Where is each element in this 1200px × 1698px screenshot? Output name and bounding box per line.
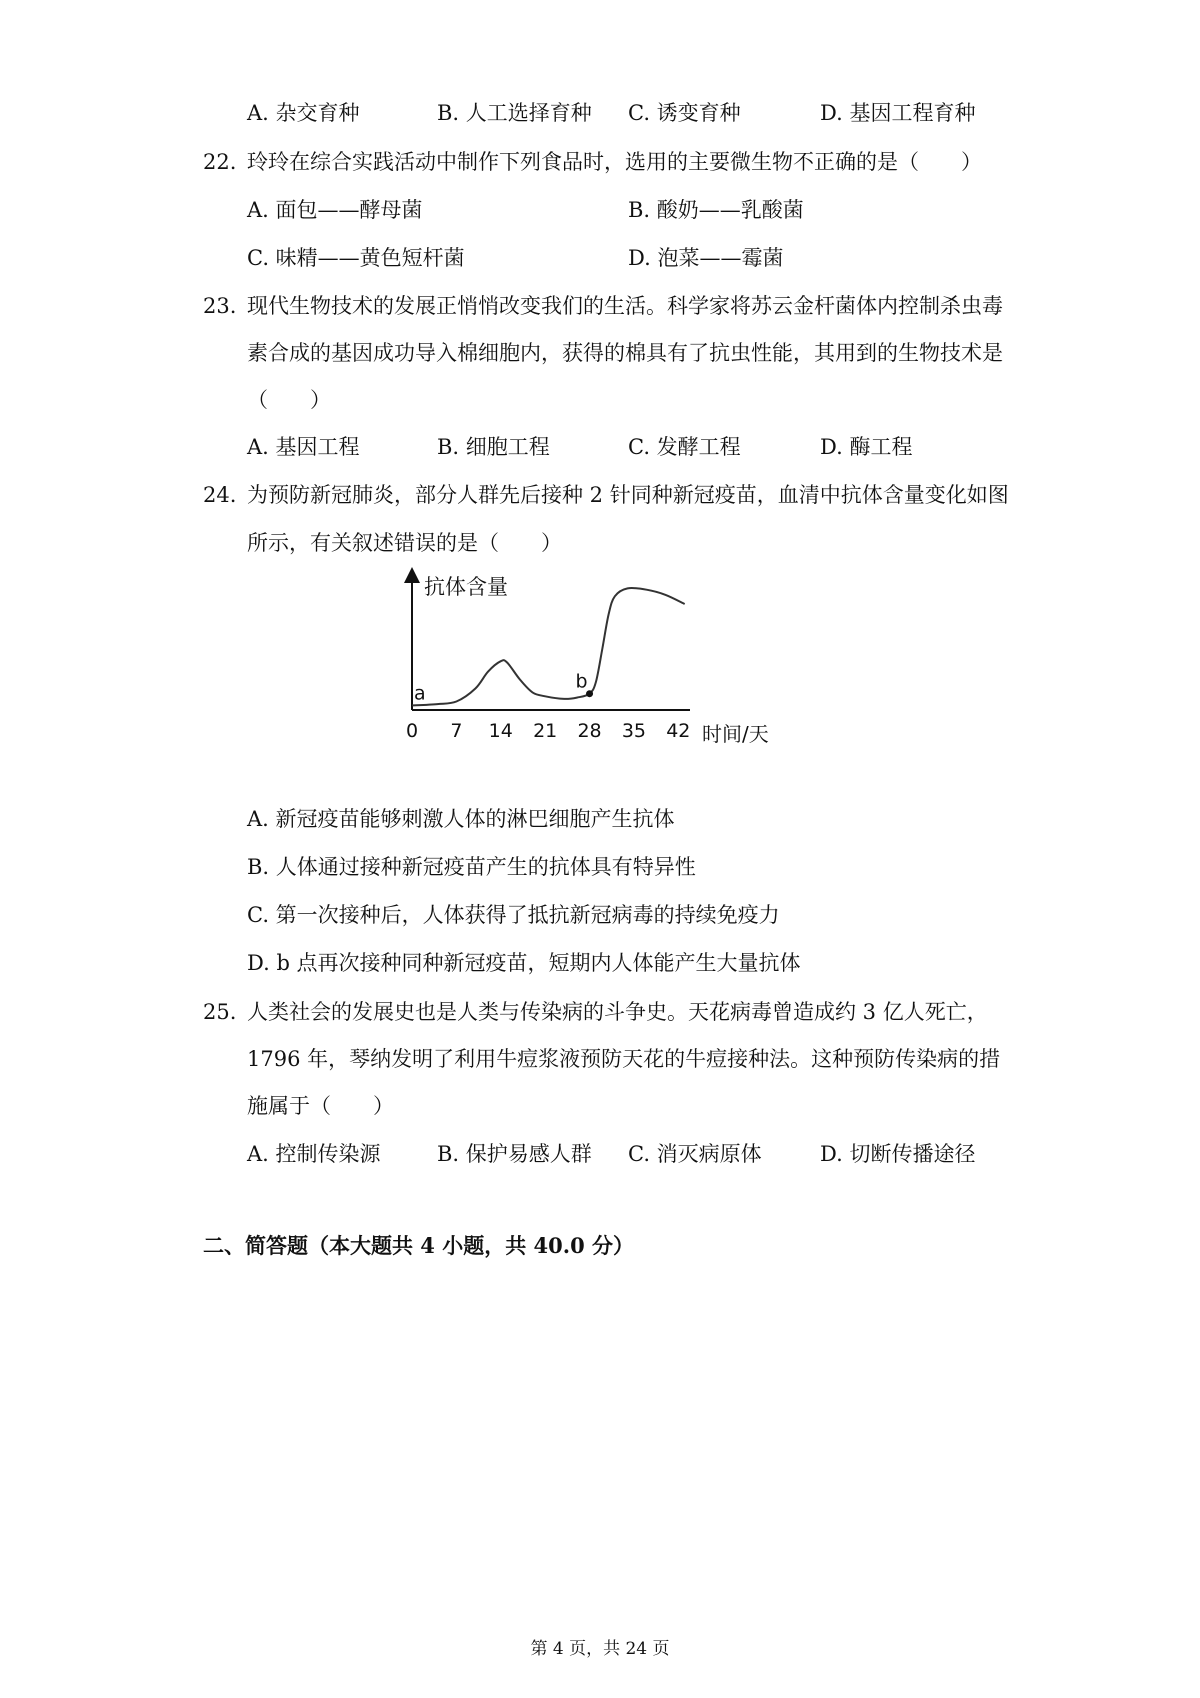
q24-option-c: C. 第一次接种后，人体获得了抵抗新冠病毒的持续免疫力 <box>247 903 780 927</box>
q23-option-c: C. 发酵工程 <box>628 435 741 459</box>
q24-option-d: D. b 点再次接种同种新冠疫苗，短期内人体能产生大量抗体 <box>247 951 801 975</box>
section-2-heading: 二、简答题（本大题共 4 小题，共 40.0 分） <box>203 1233 635 1258</box>
point-b-label: b <box>575 670 588 693</box>
q23-stem-line-2: 素合成的基因成功导入棉细胞内，获得的棉具有了抗虫性能，其用到的生物技术是 <box>247 341 1003 365</box>
q23-stem-line-1: 现代生物技术的发展正悄悄改变我们的生活。科学家将苏云金杆菌体内控制杀虫毒 <box>247 294 1003 318</box>
q24-number: 24. <box>203 483 237 507</box>
q23-number: 23. <box>203 294 237 318</box>
q25-option-a: A. 控制传染源 <box>247 1142 381 1166</box>
x-tick-label-14: 14 <box>488 720 513 742</box>
q21-option-a: A. 杂交育种 <box>247 101 360 125</box>
x-tick-label-7: 7 <box>450 720 463 742</box>
y-axis-label: 抗体含量 <box>424 575 508 599</box>
x-tick-label-28: 28 <box>577 720 602 742</box>
x-tick-label-21: 21 <box>533 720 558 742</box>
q25-option-d: D. 切断传播途径 <box>820 1142 976 1166</box>
q25-stem-line-2: 1796 年，琴纳发明了利用牛痘浆液预防天花的牛痘接种法。这种预防传染病的措 <box>247 1047 1001 1071</box>
x-tick-label-42: 42 <box>666 720 691 742</box>
x-tick-label-0: 0 <box>405 720 419 742</box>
q25-stem-line-3: 施属于（ ） <box>247 1094 394 1118</box>
x-tick-label-35: 35 <box>621 720 647 742</box>
q24-option-b: B. 人体通过接种新冠疫苗产生的抗体具有特异性 <box>247 855 696 879</box>
q25-number: 25. <box>203 1000 237 1024</box>
q21-option-b: B. 人工选择育种 <box>437 101 592 125</box>
q21-option-d: D. 基因工程育种 <box>820 101 976 125</box>
q21-option-c: C. 诱变育种 <box>628 101 741 125</box>
q23-stem-line-3: （ ） <box>247 388 331 412</box>
antibody-chart <box>390 565 810 765</box>
q23-option-a: A. 基因工程 <box>247 435 360 459</box>
q25-stem-line-1: 人类社会的发展史也是人类与传染病的斗争史。天花病毒曾造成约 3 亿人死亡， <box>247 1000 988 1024</box>
q22-option-c: C. 味精——黄色短杆菌 <box>247 246 465 270</box>
x-axis-label: 时间/天 <box>702 722 769 746</box>
q22-number: 22. <box>203 150 237 174</box>
q23-option-d: D. 酶工程 <box>820 435 913 459</box>
q25-option-b: B. 保护易感人群 <box>437 1142 592 1166</box>
q22-stem: 玲玲在综合实践活动中制作下列食品时，选用的主要微生物不正确的是（ ） <box>247 150 982 174</box>
q24-stem-line-1: 为预防新冠肺炎，部分人群先后接种 2 针同种新冠疫苗，血清中抗体含量变化如图 <box>247 483 1009 507</box>
page-footer: 第 4 页，共 24 页 <box>530 1639 670 1659</box>
point-a-label: a <box>414 682 426 705</box>
q25-option-c: C. 消灭病原体 <box>628 1142 762 1166</box>
q22-option-d: D. 泡菜——霉菌 <box>628 246 784 270</box>
q24-option-a: A. 新冠疫苗能够刺激人体的淋巴细胞产生抗体 <box>247 807 675 831</box>
q23-option-b: B. 细胞工程 <box>437 435 550 459</box>
q24-stem-line-2: 所示，有关叙述错误的是（ ） <box>247 531 562 555</box>
q22-option-b: B. 酸奶——乳酸菌 <box>628 198 804 222</box>
q22-option-a: A. 面包——酵母菌 <box>247 198 423 222</box>
antibody-curve <box>412 588 685 705</box>
